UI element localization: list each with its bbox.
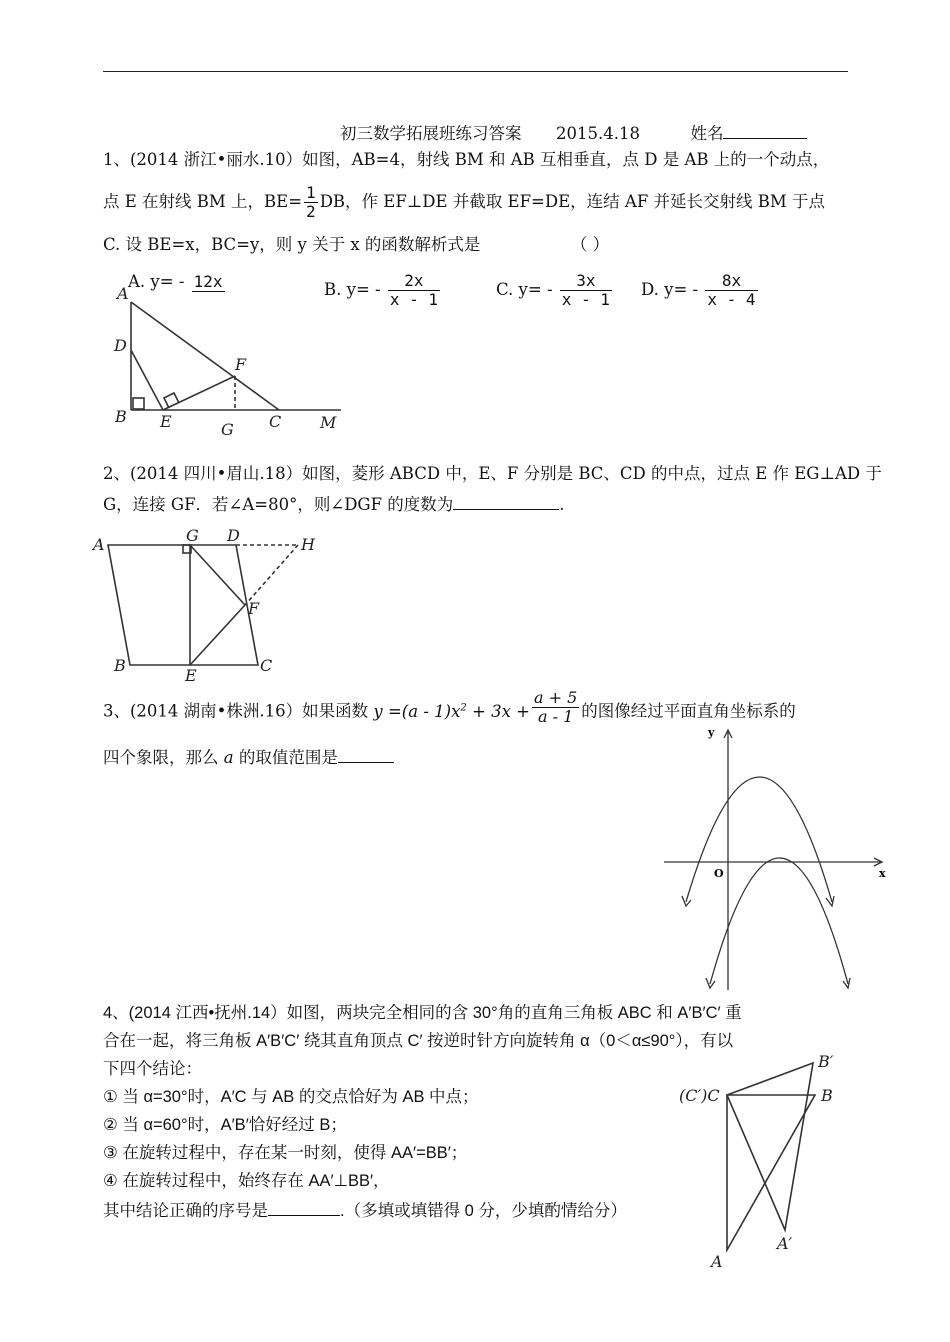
origin-label: O <box>714 867 724 880</box>
q3-fraction: $\frac{a + 5}{a - 1}$ <box>533 687 578 726</box>
q1-figure <box>105 280 355 445</box>
q2-answer-blank <box>453 493 559 510</box>
label-d: D <box>227 526 240 545</box>
q4-line3: 下四个结论： <box>103 1060 202 1078</box>
q4-answer-line: 其中结论正确的序号是 .（多填或填错得 0 分，少填酌情给分） <box>103 1199 627 1221</box>
label-b: B <box>821 1086 833 1105</box>
label-c: (C′)C <box>679 1086 720 1105</box>
q4-answer-blank <box>268 1199 340 1216</box>
name-blank <box>723 122 807 139</box>
q3-formula: $y =(a - 1)x^2 + 3x$ + <box>373 701 530 721</box>
page-date: 2015.4.18 <box>556 124 640 143</box>
q2-figure <box>90 525 330 685</box>
q1-line1: 1、(2014 浙江•丽水.10）如图，AB=4，射线 BM 和 AB 互相垂直，点 D 是 AB 上的一个动点， <box>103 150 830 169</box>
q1-line2-start: 点 E 在射线 BM 上，BE= <box>103 192 303 211</box>
label-c: C <box>260 656 273 675</box>
label-h: H <box>301 535 315 554</box>
label-e: E <box>160 412 172 431</box>
q1-half-fraction: $\frac{1}{2}$ <box>306 183 316 221</box>
q4-line1: 4、(2014 江西•抚州.14）如图，两块完全相同的含 30°角的直角三角板 ABC 和 A′B′C′ 重 <box>103 1004 742 1022</box>
q1-option-d: D. y= - $\frac{8x}{x - 4}$ <box>641 271 756 309</box>
y-axis-label: y <box>708 726 715 739</box>
q1-line2 <box>103 184 825 221</box>
label-a: A <box>711 1252 723 1271</box>
label-b: B <box>115 407 127 426</box>
page-title: 初三数学拓展班练习答案 <box>340 124 522 143</box>
q2-line1: 2、(2014 四川•眉山.18）如图，菱形 ABCD 中，E、F 分别是 BC、CD 的中点，过点 E 作 EG⊥AD 于 <box>103 464 882 483</box>
label-g: G <box>186 526 199 545</box>
q4-figure <box>675 1045 850 1275</box>
label-f: F <box>235 355 247 374</box>
q4-item-2: ② 当 α=60°时，A′B′恰好经过 B； <box>103 1116 347 1134</box>
q1-option-c: C. y= - $\frac{3x}{x - 1}$ <box>496 271 610 309</box>
name-label: 姓名 <box>690 124 724 143</box>
label-b-prime: B′ <box>818 1052 834 1071</box>
label-g: G <box>221 420 234 439</box>
q3-answer-blank <box>338 746 394 763</box>
label-e: E <box>185 666 197 685</box>
answer-paren: （ ） <box>570 235 610 254</box>
q4-item-3: ③ 在旋转过程中，存在某一时刻，使得 AA′=BB′； <box>103 1144 468 1162</box>
q1-option-a: A. y= - 12x <box>128 272 223 291</box>
label-c: C <box>269 412 282 431</box>
q2-line2: G，连接 GF．若∠A=80°，则∠DGF 的度数为 . <box>103 495 565 514</box>
page-header <box>340 122 807 144</box>
q4-item-1: ① 当 α=30°时，A′C 与 AB 的交点恰好为 AB 中点； <box>103 1088 479 1106</box>
label-d: D <box>114 336 127 355</box>
q4-item-4: ④ 在旋转过程中，始终存在 AA′⊥BB′， <box>103 1172 390 1190</box>
q4-line2: 合在一起，将三角板 A′B′C′ 绕其直角顶点 C′ 按逆时针方向旋转角 α（0＜α≤90°），有以 <box>103 1032 734 1050</box>
label-f: F <box>248 599 260 618</box>
label-a-prime: A′ <box>777 1234 793 1253</box>
top-rule <box>103 71 848 72</box>
label-b: B <box>114 656 126 675</box>
q3-line1: 3、(2014 湖南•株洲.16）如果函数 $y =(a - 1)x^2 + 3x$ + $\frac{a + 5}{a - 1}$ 的图像经过平面直角坐标系的 <box>103 687 796 726</box>
q3-graph <box>660 722 890 992</box>
q3-line2: 四个象限，那么 a 的取值范围是 <box>103 746 394 768</box>
q1-line2-end: DB，作 EF⊥DE 并截取 EF=DE，连结 AF 并延长交射线 BM 于点 <box>319 192 826 211</box>
label-a: A <box>93 535 105 554</box>
x-axis-label: x <box>879 867 886 880</box>
q1-line3: C. 设 BE=x，BC=y，则 y 关于 x 的函数解析式是 （ ） <box>103 235 610 254</box>
label-m: M <box>320 413 337 432</box>
label-a: A <box>117 284 129 303</box>
q1-option-b: B. y= - $\frac{2x}{x - 1}$ <box>324 271 439 309</box>
